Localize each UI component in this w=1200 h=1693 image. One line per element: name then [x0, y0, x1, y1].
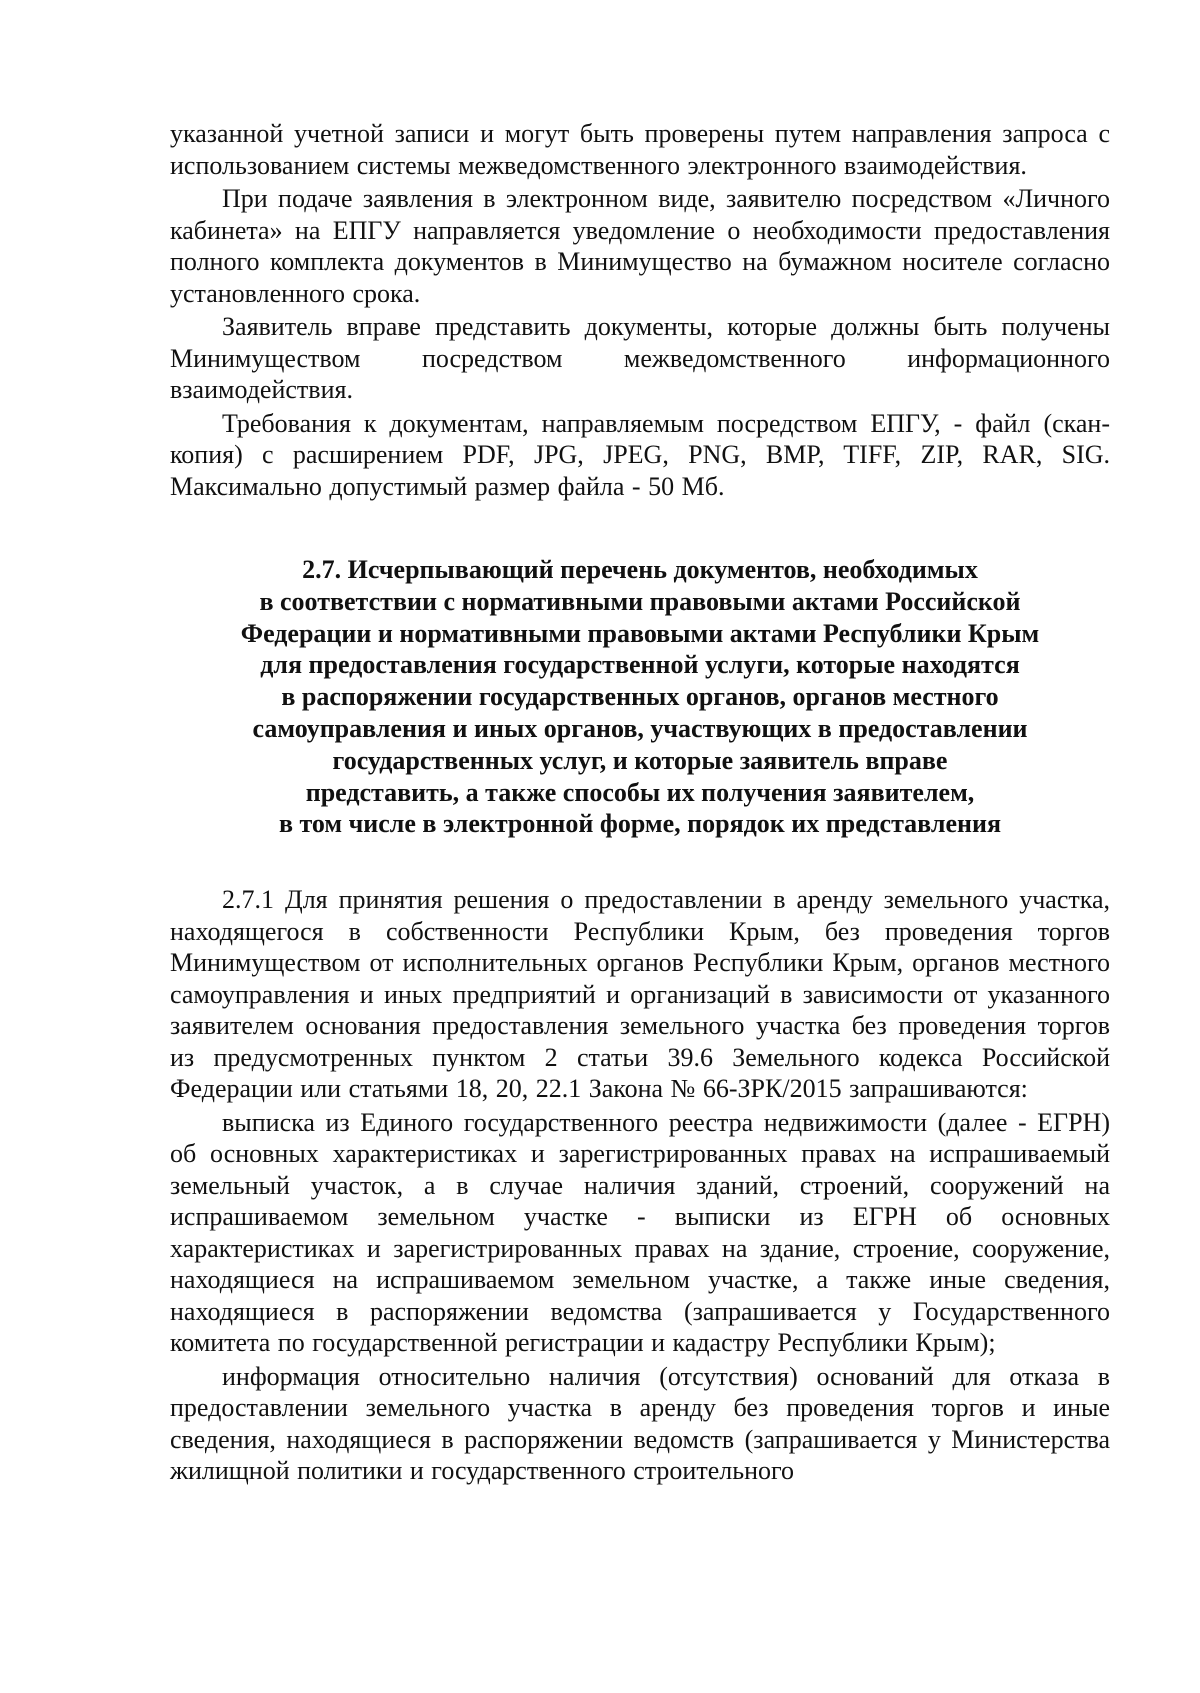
paragraph-2-7-1: 2.7.1 Для принятия решения о предоставлении в аренду земельного участка, находящегося в собственности Республики Крым, без проведения торгов Минимуществом от исполнительных органов Республики Крым, органов местного самоуправления и иных предприятий и организаций в зависимости от указанного заявителем основания предоставления земельного участка без проведения торгов из предусмотренных пунктом 2 статьи 39.6 Земельного кодекса Российской Федерации или статьями 18, 20, 22.1 Закона № 66-ЗРК/2015 запрашиваются:	[170, 885, 1110, 1104]
document-page	[170, 118, 1110, 1489]
heading-line: для предоставления государственной услуги, которые находятся	[260, 650, 1020, 680]
section-heading-2-7	[170, 554, 1110, 840]
heading-line: в том числе в электронной форме, порядок их представления	[278, 809, 1002, 839]
heading-line: в соответствии с нормативными правовыми актами Российской	[259, 586, 1021, 616]
heading-line: представить, а также способы их получения заявителем,	[305, 777, 975, 807]
heading-line: в распоряжении государственных органов, органов местного	[281, 682, 999, 712]
heading-line: Федерации и нормативными правовыми актами Республики Крым	[240, 618, 1040, 648]
paragraph-egrn-extract: выписка из Единого государственного реестра недвижимости (далее - ЕГРН) об основных характеристиках и зарегистрированных правах на испрашиваемый земельный участок, а в случае наличия зданий, строений, сооружений на испрашиваемом земельном участке - выписки из ЕГРН об основных характеристиках и зарегистрированных правах на здание, строение, сооружение, находящиеся на испрашиваемом земельном участке, а также иные сведения, находящиеся в распоряжении ведомства (запрашивается у Государственного комитета по государственной регистрации и кадастру Республики Крым);	[170, 1107, 1110, 1358]
paragraph-file-requirements: Требования к документам, направляемым посредством ЕПГУ, - файл (скан-копия) с расширением PDF, JPG, JPEG, PNG, BMP, TIFF, ZIP, RAR, SIG. Максимально допустимый размер файла - 50 Мб.	[170, 408, 1110, 501]
paragraph-electronic-submission: При подаче заявления в электронном виде, заявителю посредством «Личного кабинета» на ЕПГУ направляется уведомление о необходимости предоставления полного комплекта документов в Минимущество на бумажном носителе согласно установленного срока.	[170, 184, 1110, 308]
heading-line: самоуправления и иных органов, участвующих в предоставлении	[252, 713, 1028, 743]
paragraph-continuation: указанной учетной записи и могут быть проверены путем направления запроса с использованием системы межведомственного электронного взаимодействия.	[170, 119, 1110, 180]
heading-line: 2.7. Исчерпывающий перечень документов, необходимых	[302, 555, 978, 584]
paragraph-refusal-grounds-info: информация относительно наличия (отсутствия) оснований для отказа в предоставлении земельного участка в аренду без проведения торгов и иные сведения, находящиеся в распоряжении ведомств (запрашивается у Министерства жилищной политики и государственного строительного	[170, 1361, 1110, 1486]
heading-line: государственных услуг, и которые заявитель вправе	[332, 745, 948, 775]
paragraph-applicant-right: Заявитель вправе представить документы, которые должны быть получены Минимуществом посредством межведомственного информационного взаимодействия.	[170, 312, 1110, 404]
